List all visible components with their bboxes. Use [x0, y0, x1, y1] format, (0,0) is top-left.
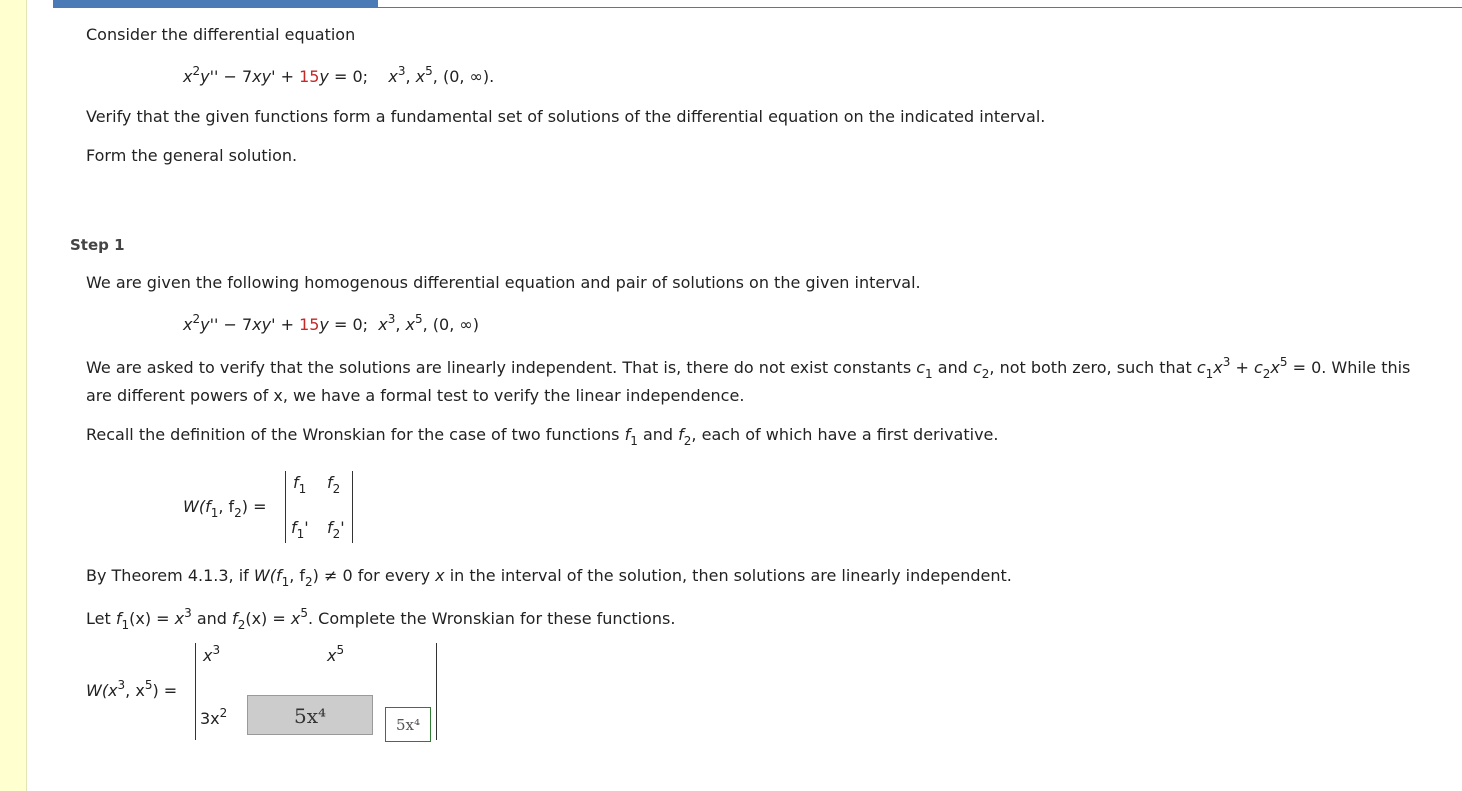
differential-equation: $x^2y'' - 7xy' + 15y = 0$; $x^3$, $x^5$, (0, ∞).: [183, 64, 495, 86]
determinant-bar-right-2: [436, 643, 437, 740]
wronskian-recall-text: Recall the definition of the Wronskian for the case of two functions $f_1$ and $f_2$, each of which have a first derivative.: [86, 425, 999, 448]
given-text: We are given the following homogenous differential equation and pair of solutions on the given interval.: [86, 273, 921, 292]
matrix-cell-x3: $x^3$: [203, 643, 221, 665]
let-functions-text: Let $f_1(x) = x^3$ and $f_2(x) = x^5$. Complete the Wronskian for these functions.: [86, 606, 676, 632]
wronskian-entry-input[interactable]: 5x⁴: [247, 695, 373, 735]
matrix-cell-x5: $x^5$: [327, 643, 345, 665]
matrix-cell-3x2: $3x^2$: [200, 706, 228, 728]
determinant-bar-right: [352, 471, 353, 543]
intro-text: Consider the differential equation: [86, 25, 356, 44]
matrix-cell-f1-prime: $f_1'$: [291, 518, 309, 541]
verify-instruction: Verify that the given functions form a fundamental set of solutions of the differential equation on the indicated interval.: [86, 107, 1046, 126]
determinant-bar-left: [285, 471, 286, 543]
form-instruction: Form the general solution.: [86, 146, 298, 165]
differential-equation-repeat: $x^2y'' - 7xy' + 15y = 0$; $x^3$, $x^5$, (0, ∞): [183, 312, 479, 334]
theorem-text: By Theorem 4.1.3, if $W(f_1$, $f_2) \ne 0$ for every x in the interval of the solution, then solutions are linearly independent.: [86, 566, 1012, 589]
linear-independence-text-line2: are different powers of x, we have a formal test to verify the linear independence.: [86, 386, 745, 405]
step-label: Step 1: [70, 236, 125, 254]
determinant-bar-left-2: [195, 643, 196, 740]
tutorial-tab-header: [53, 0, 378, 8]
correct-answer-display: 5x⁴: [385, 707, 431, 742]
matrix-cell-f1: $f_1$: [293, 473, 307, 496]
linear-independence-text: We are asked to verify that the solutions are linearly independent. That is, there do not exist constants $c_1$ and $c_2$, not both zero, such that $c_1x^3 + c_2x^5 = 0$. While this: [86, 355, 1411, 381]
wronskian-x3-x5-label: $W(x^3$, $x^5$) =: [86, 678, 178, 700]
wronskian-definition-label: $W(f_1$, $f_2$) =: [183, 497, 267, 520]
matrix-cell-f2: $f_2$: [327, 473, 341, 496]
header-rule: [378, 7, 1462, 8]
matrix-cell-f2-prime: $f_2'$: [327, 518, 345, 541]
side-margin-strip: [0, 0, 27, 791]
